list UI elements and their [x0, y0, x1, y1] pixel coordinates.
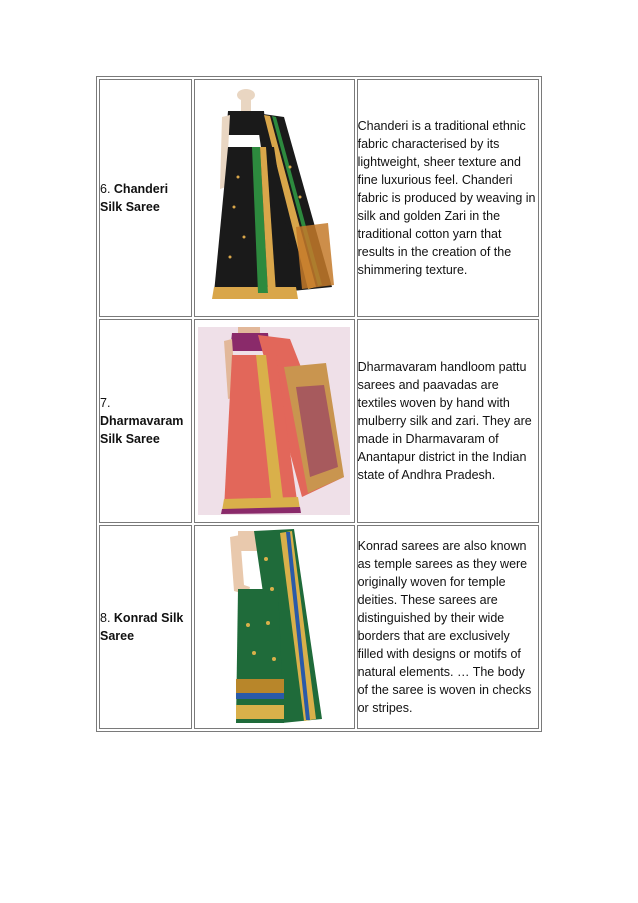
- saree-description-cell: [357, 525, 539, 729]
- saree-photo-cell: [194, 525, 355, 729]
- saree-photo-cell: [194, 79, 355, 317]
- saree-name: Chanderi Silk Saree: [100, 182, 169, 214]
- chanderi-saree-photo: [204, 87, 344, 309]
- saree-description: Konrad sarees are also known as temple sarees as they were originally woven for temple deities. These sarees are distinguished by their wide borders that are exclusively filled with designs or motifs of natural elements. … The body of the saree is woven in checks or stripes.: [357, 539, 532, 715]
- saree-number: 7.: [100, 396, 111, 410]
- saree-description-cell: [357, 79, 539, 317]
- saree-table: [96, 76, 542, 732]
- saree-description: Chanderi is a traditional ethnic fabric characterised by its lightweight, sheer texture and fine luxurious feel. Chanderi fabric is produced by weaving in silk and golden Zari in the traditional cotton yarn that results in the creation of the shimmering texture.: [357, 119, 536, 277]
- saree-name-cell: [99, 79, 192, 317]
- saree-name: Konrad Silk Saree: [100, 611, 184, 643]
- saree-name: Dharmavaram Silk Saree: [100, 414, 184, 446]
- saree-number: 6.: [100, 182, 114, 196]
- saree-photo-cell: [194, 319, 355, 523]
- dharmavaram-saree-photo: [198, 327, 350, 515]
- table-row: [99, 79, 539, 317]
- saree-name-cell: [99, 525, 192, 729]
- konrad-saree-photo: [224, 529, 324, 725]
- saree-number: 8.: [100, 611, 114, 625]
- saree-description: Dharmavaram handloom pattu sarees and paavadas are textiles woven by hand with mulberry silk and zari. They are made in Dharmavaram of Anantapur district in the Indian state of Andhra Pradesh.: [357, 360, 532, 482]
- saree-name-cell: [99, 319, 192, 523]
- table-row: [99, 525, 539, 729]
- saree-description-cell: [357, 319, 539, 523]
- table-row: [99, 319, 539, 523]
